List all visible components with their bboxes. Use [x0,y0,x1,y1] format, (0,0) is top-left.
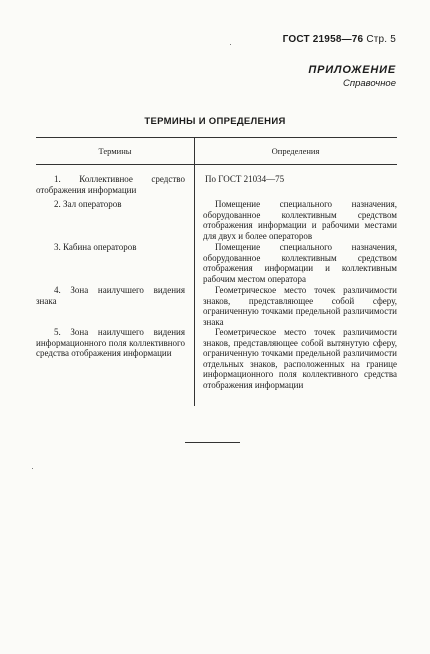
definition-cell: Помещение специального назначения, оборудованное коллективным средством отображения информации и коллективным рабочим местом оператора [203,242,397,284]
standard-number: ГОСТ 21958—76 [282,34,364,45]
column-header-definitions: Определения [271,146,320,156]
term-cell: 3. Кабина операторов [54,242,137,252]
appendix-label [308,64,396,89]
section-title: ТЕРМИНЫ И ОПРЕДЕЛЕНИЯ [144,116,286,127]
definition-cell: Помещение специального назначения, оборудованное коллективным средством отображения информации и рабочими местами для двух и более операторов [203,199,397,241]
appendix-title: ПРИЛОЖЕНИЕ [308,64,396,76]
scan-speck [230,44,231,45]
column-header-terms: Термины [98,146,132,156]
term-cell: 5. Зона наилучшего видения информационного поля коллективного средства отображения информации [36,327,185,358]
page-number: Стр. 5 [366,34,396,45]
scan-speck [32,468,33,469]
page-header [283,34,396,45]
definition-cell: Геометрическое место точек различимости знаков, представляющее собой сферу, ограниченную точками предельной различимости знака [203,285,397,327]
definition-cell: По ГОСТ 21034—75 [205,174,285,184]
terms-table [36,137,397,390]
column-divider [194,137,195,406]
end-rule [185,442,240,443]
definition-cell: Геометрическое место точек различимости знаков, представляющее собой вытянутую сферу, ограниченную точками предельной различимости отдельных знаков, расположенных на границе информационного поля коллективного средства отображения информации [203,327,397,390]
table-header [36,138,397,165]
term-cell: 2. Зал операторов [54,199,122,209]
appendix-subtitle: Справочное [343,78,396,89]
term-cell: 1. Коллективное средство отображения информации [36,174,185,195]
term-cell: 4. Зона наилучшего видения знака [36,285,185,306]
